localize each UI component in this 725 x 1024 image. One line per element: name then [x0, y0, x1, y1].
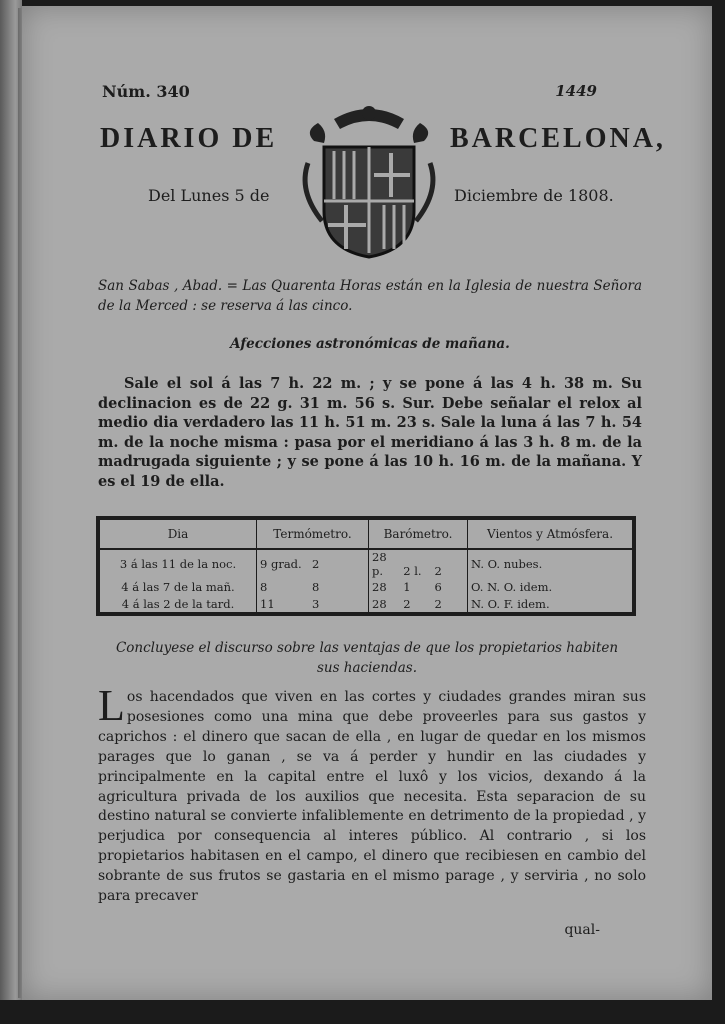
cell-termometro: [257, 549, 369, 578]
bar-lineas: 2: [403, 596, 411, 611]
drop-cap: L: [98, 681, 125, 730]
bar-pulgadas: 28: [372, 596, 387, 611]
bar-puntos: 6: [434, 579, 442, 594]
column-header: Barómetro.: [369, 520, 468, 549]
cell-vientos: N. O. nubes.: [471, 557, 543, 571]
essay-title: Concluyese el discurso sobre las ventajas de que los propietarios habiten sus haciendas.: [115, 640, 619, 676]
issue-number: Núm. 340: [102, 82, 190, 101]
cell-barometro: [369, 549, 468, 578]
column-header: Termómetro.: [257, 520, 369, 549]
essay-body: [98, 681, 646, 907]
astro-paragraph: Sale el sol á las 7 h. 22 m. ; y se pone á las 4 h. 38 m. Su declinacion es de 22 g. 31 m. 56 s. Sur. Debe señalar el relox al medio dia verdadero las 11 h. 51 m. 23 s. Sale la luna á las 7 h. 54 m. de la noche misma : pasa por el meridiano á las 3 h. 8 m. de la madrugada siguiente ; y se pone á las 10 h. 16 m. de la mañana. Y es el 19 de ella.: [98, 375, 642, 490]
table-row: [100, 578, 632, 595]
bar-pulgadas: 28 p.: [372, 550, 387, 578]
date-left: Del Lunes 5 de: [148, 186, 270, 205]
newspaper-page: [22, 6, 712, 1000]
term-frac: 3: [311, 596, 320, 611]
cell-dia: 4 á las 7 de la mañ.: [100, 578, 257, 595]
cell-vientos: N. O. F. idem.: [471, 596, 550, 611]
column-header: Vientos y Atmósfera.: [468, 520, 633, 549]
table-row: [100, 549, 632, 578]
table-row: [100, 595, 632, 612]
essay-text: os hacendados que viven en las cortes y ciudades grandes miran sus posesiones como una mina que debe proveerles para sus gastos y caprichos : el dinero que sacan de ella , en lugar de quedar en los mismos parages que lo ganan , se va á perder y hundir en las ciudades y principalmente en la capital entre el luxô y los vicios, dexando á la agricultura privada de los auxilios que necesita. Esta separacion de su destino natural se convierte infaliblemente en detrimento de la propiedad , y perjudica por consequencia al interes público. Al contrario , si los propietarios habitasen en el campo, el dinero que recibiesen en cambio del sobrante de sus frutos se gastaria en el mismo parage , y serviria , no solo para precaver: [98, 689, 646, 905]
cell-vientos: O. N. O. idem.: [471, 579, 553, 594]
astro-section-title: Afecciones astronómicas de mañana.: [230, 336, 510, 352]
cell-barometro: [369, 578, 468, 595]
term-frac: 8: [311, 579, 320, 594]
cell-barometro: [369, 595, 468, 612]
cell-dia: 4 á las 2 de la tard.: [100, 595, 257, 612]
page-number: 1449: [555, 82, 597, 100]
weather-table: [96, 516, 636, 616]
bar-pulgadas: 28: [372, 579, 387, 594]
term-value: 9 grad.: [260, 557, 302, 571]
column-header: Dia: [100, 520, 257, 549]
catchword: qual-: [564, 922, 600, 938]
masthead-title-left: DIARIO DE: [100, 123, 278, 154]
masthead-title-right: BARCELONA,: [450, 123, 666, 154]
bar-lineas: 1: [403, 579, 411, 594]
saints-note: San Sabas , Abad. = Las Quarenta Horas están en la Iglesia de nuestra Señora de la Merced : se reserva á las cinco.: [98, 278, 642, 314]
cell-termometro: [257, 578, 369, 595]
coat-of-arms-icon: [294, 101, 444, 261]
cell-termometro: [257, 595, 369, 612]
term-frac: 2: [311, 557, 320, 571]
bar-lineas: 2 l.: [403, 564, 422, 578]
bar-puntos: 2: [434, 564, 442, 578]
date-right: Diciembre de 1808.: [454, 186, 614, 205]
term-value: 11: [260, 596, 275, 611]
term-value: 8: [260, 579, 268, 594]
bar-puntos: 2: [434, 596, 442, 611]
cell-dia: 3 á las 11 de la noc.: [100, 549, 257, 578]
